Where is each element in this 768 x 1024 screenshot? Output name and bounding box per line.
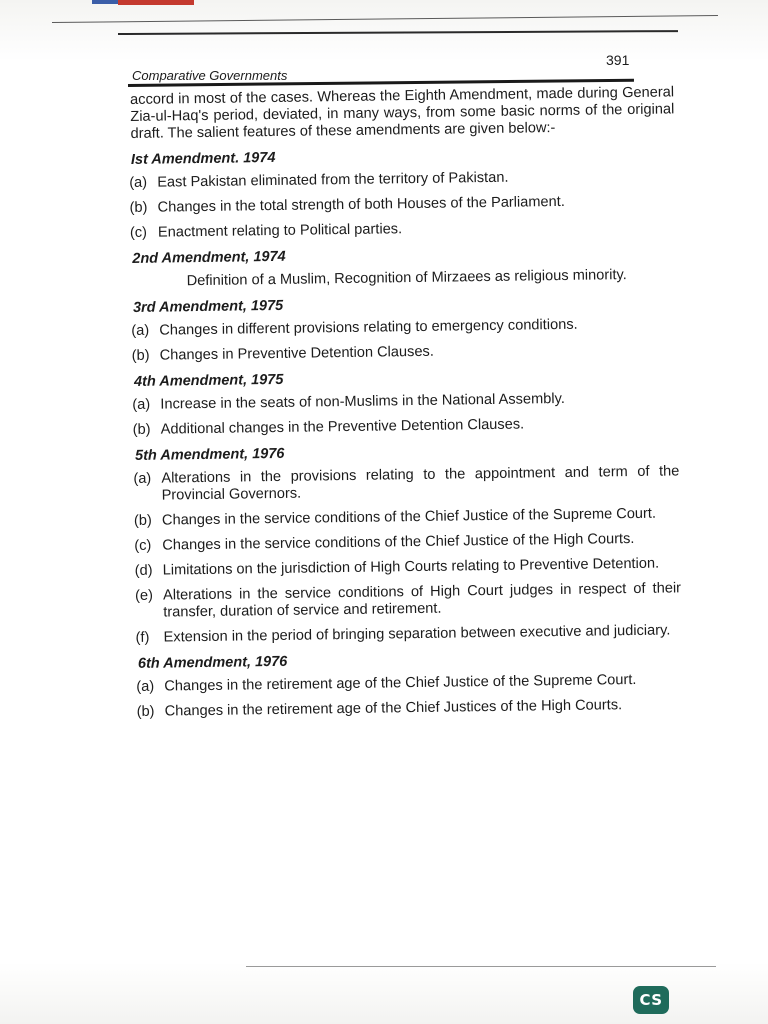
item-label: (b) [132,421,151,438]
item-label: (a) [136,678,155,695]
item-text: Changes in the service conditions of the Chief Justice of the Supreme Court. [161,505,657,529]
item-text: Changes in Preventive Detention Clauses. [159,343,434,364]
item-label: (a) [132,396,151,413]
item-text: Alterations in the service conditions of High Court judges in respect of their transfer, duration of service and retirement. [162,580,682,621]
scan-edge-mark-red [118,0,194,5]
list-item [129,167,675,192]
item-label: (b) [133,512,152,529]
item-label: (f) [135,629,150,646]
item-label: (c) [134,537,152,554]
running-head: Comparative Governments [132,68,288,83]
item-label: (c) [129,224,148,241]
item-label: (a) [131,322,150,339]
list-item [134,530,680,555]
section-heading: 4th Amendment, 1975 [133,371,284,390]
item-text: Changes in the retirement age of the Chief Justices of the High Courts. [164,697,623,720]
section-heading: 6th Amendment, 1976 [137,653,288,672]
item-label: (b) [131,347,150,364]
list-item [132,389,678,414]
item-label: (b) [129,199,148,216]
scan-edge-mark-blue [92,0,118,4]
item-text: Additional changes in the Preventive Detention Clauses. [160,416,525,438]
top-border-line [52,15,718,23]
item-text: Changes in different provisions relating to emergency conditions. [159,316,578,339]
item-label: (a) [133,470,152,487]
section-heading: 3rd Amendment, 1975 [132,297,284,316]
list-item [133,463,679,505]
list-item [134,505,680,530]
item-text: Limitations on the jurisdiction of High Courts relating to Preventive Detention. [162,555,660,579]
list-item [131,315,677,340]
list-item [136,671,682,696]
list-item [136,622,682,647]
item-text: Enactment relating to Political parties. [157,221,403,241]
item-text: Increase in the seats of non-Muslims in the National Assembly. [160,390,565,413]
definition-text: Definition of a Muslim, Recognition of Mirzaees as religious minority. [186,267,627,290]
list-item [133,414,679,439]
item-label: (b) [136,703,155,720]
item-text: Alterations in the provisions relating to the appointment and term of the Provincial Governors. [161,463,680,504]
list-item [132,340,678,365]
item-label: (a) [129,174,148,191]
item-text: Extension in the period of bringing separation between executive and judiciary. [163,622,671,646]
item-text: East Pakistan eliminated from the territory of Pakistan. [157,169,509,191]
item-text: Changes in the total strength of both Houses of the Parliament. [157,193,565,216]
list-item [135,580,681,622]
section-heading: 5th Amendment, 1976 [134,445,285,464]
bottom-border-line [246,966,716,967]
section-heading: Ist Amendment. 1974 [130,149,276,168]
page-content [128,84,683,729]
top-border-line-thick [118,30,678,35]
list-item [130,192,676,217]
list-item [137,696,683,721]
item-text: Changes in the service conditions of the Chief Justice of the High Courts. [162,530,635,554]
item-label: (e) [134,587,153,604]
list-item [135,555,681,580]
item-label: (d) [134,562,153,579]
list-item [130,217,676,242]
item-text: Changes in the retirement age of the Chief Justice of the Supreme Court. [164,671,637,695]
page-number: 391 [606,52,630,68]
camscanner-logo-icon: CS [633,986,669,1014]
section-heading: 2nd Amendment, 1974 [132,248,286,267]
intro-paragraph: accord in most of the cases. Whereas the Eighth Amendment, made during General Zia-ul-Haq's period, deviated, in many ways, from some basic norms of the original draft. The salient features of these amendments are given below:- [129,84,675,142]
